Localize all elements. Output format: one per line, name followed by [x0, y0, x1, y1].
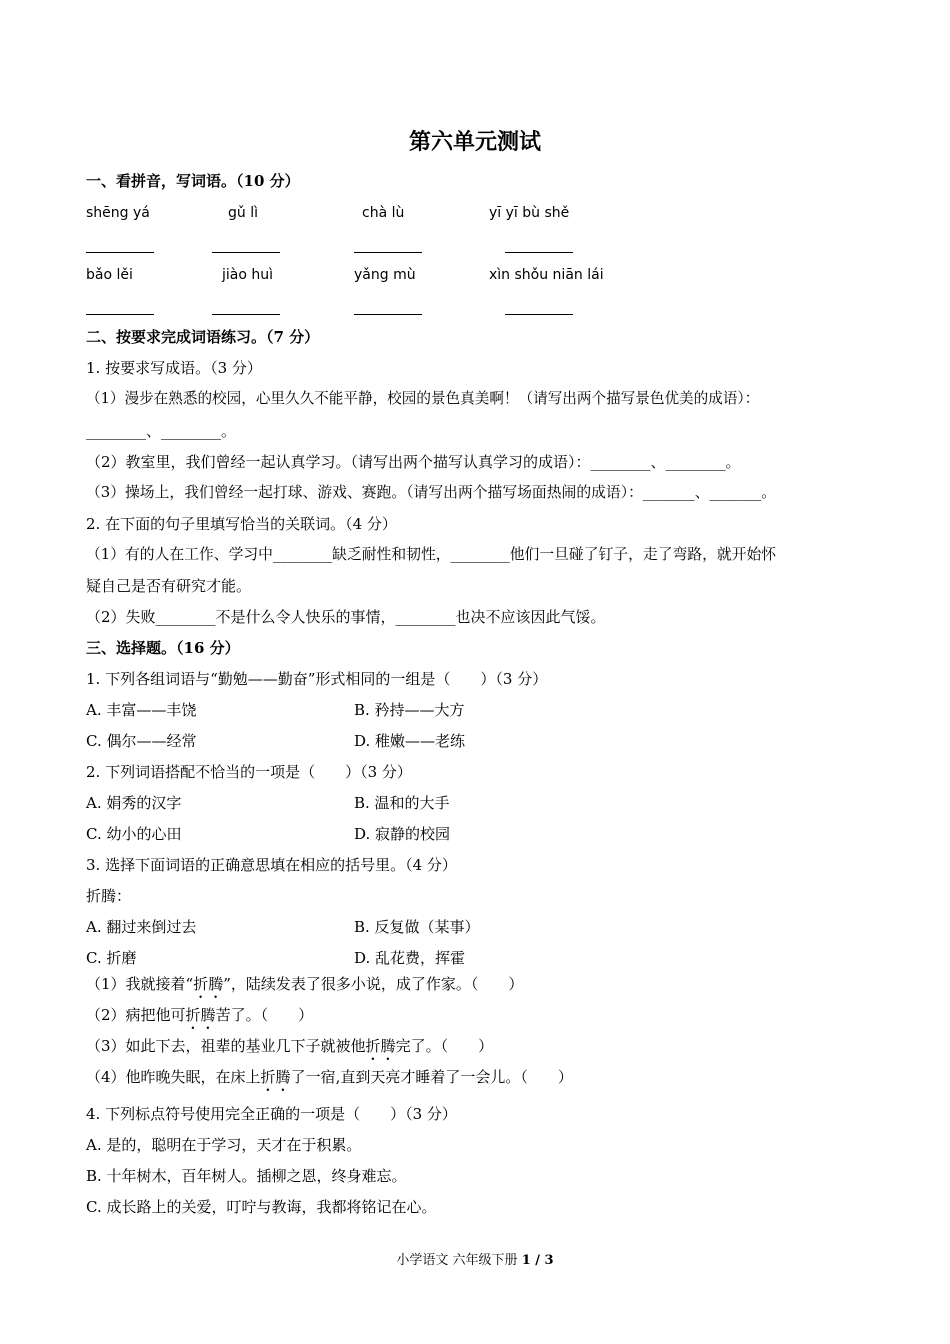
option-d: D. 稚嫩——老练: [354, 732, 466, 750]
answer-blank-2[interactable]: [212, 252, 280, 253]
question-word: 折腾：: [86, 887, 132, 905]
option-b: B. 反复做（某事）: [354, 918, 480, 936]
question-text: 2. 下列词语搭配不恰当的一项是（ ）（3 分）: [86, 763, 412, 781]
sentence-text: （4）他昨晚失眠，在床上: [86, 1068, 261, 1086]
pinyin-1: shēng yá: [86, 205, 150, 221]
answer-blank-6[interactable]: [212, 314, 280, 315]
page-footer: [0, 1249, 950, 1268]
question-text: （3）操场上，我们曾经一起打球、游戏、赛跑。（请写出两个描写场面热闹的成语）：_______、_______。: [86, 484, 777, 501]
page-title: 第六单元测试: [408, 129, 541, 155]
option-c: C. 幼小的心田: [86, 825, 182, 843]
option-b: B. 十年树木，百年树人。插柳之恩，终身难忘。: [86, 1167, 407, 1185]
pinyin-7: yǎng mù: [354, 267, 416, 283]
pinyin-6: jiào huì: [222, 267, 274, 283]
option-c: C. 成长路上的关爱，叮咛与教诲，我都将铭记在心。: [86, 1198, 437, 1216]
question-text: （2）教室里，我们曾经一起认真学习。（请写出两个描写认真学习的成语）：________、________。: [86, 453, 741, 471]
option-a: A. 是的，聪明在于学习，天才在于积累。: [86, 1136, 362, 1154]
option-a: A. 丰富——丰饶: [86, 701, 197, 719]
pinyin-5: bǎo lěi: [86, 267, 133, 283]
sentence-text: ”，陆续发表了很多小说，成了作家。（ ）: [223, 975, 524, 993]
question-text: （1）漫步在熟悉的校园，心里久久不能平静，校园的景色真美啊！（请写出两个描写景色优美的成语）：: [86, 390, 760, 407]
question-text: ________、________。: [86, 422, 237, 440]
sentence-text: （2）病把他可: [86, 1006, 186, 1024]
answer-blank-1[interactable]: [86, 252, 154, 253]
sentence-text: （1）我就接着“: [86, 975, 194, 993]
pinyin-8: xìn shǒu niān lái: [489, 267, 604, 283]
option-b: B. 温和的大手: [354, 794, 450, 812]
answer-blank-3[interactable]: [354, 252, 422, 253]
emphasized-word: 折腾: [185, 1006, 216, 1024]
question-text: （2）失败________不是什么令人快乐的事情，________也决不应该因此气馁。: [86, 608, 606, 626]
sentence-text: （3）如此下去，祖辈的基业几下子就被他: [86, 1037, 366, 1055]
emphasized-word: 折腾: [193, 975, 224, 993]
section-3-heading: 三、选择题。（16 分）: [86, 639, 240, 657]
question-text: 4. 下列标点符号使用完全正确的一项是（ ）（3 分）: [86, 1105, 457, 1123]
sentence-3: [86, 1036, 493, 1064]
question-text: 疑自己是否有研究才能。: [86, 577, 252, 595]
option-d: D. 寂静的校园: [354, 825, 451, 843]
sentence-text: 完了。（ ）: [395, 1037, 494, 1055]
option-c: C. 折磨: [86, 949, 137, 967]
pinyin-3: chà lù: [362, 205, 405, 221]
question-text: 2. 在下面的句子里填写恰当的关联词。（4 分）: [86, 515, 397, 533]
section-1-heading: 一、看拼音，写词语。（10 分）: [86, 172, 300, 190]
option-d: D. 乱花费，挥霍: [354, 949, 466, 967]
sentence-2: [86, 1005, 313, 1033]
option-c: C. 偶尔——经常: [86, 732, 197, 750]
answer-blank-4[interactable]: [505, 252, 573, 253]
sentence-4: [86, 1067, 573, 1095]
question-text: 1. 按要求写成语。（3 分）: [86, 359, 262, 377]
page-number: 1 / 3: [521, 1253, 554, 1268]
answer-blank-8[interactable]: [505, 314, 573, 315]
sentence-1: [86, 974, 523, 1002]
option-b: B. 矜持——大方: [354, 701, 465, 719]
emphasized-word: 折腾: [365, 1037, 396, 1055]
question-text: 1. 下列各组词语与“勤勉——勤奋”形式相同的一组是（ ）（3 分）: [86, 670, 548, 688]
option-a: A. 娟秀的汉字: [86, 794, 182, 812]
option-a: A. 翻过来倒过去: [86, 918, 197, 936]
section-2-heading: 二、按要求完成词语练习。（7 分）: [86, 328, 320, 346]
answer-blank-7[interactable]: [354, 314, 422, 315]
sentence-text: 苦了。（ ）: [215, 1006, 314, 1024]
footer-text: 小学语文 六年级下册: [396, 1253, 522, 1268]
question-text: （1）有的人在工作、学习中________缺乏耐性和韧性，________他们一旦碰了钉子，走了弯路，就开始怀: [86, 546, 777, 563]
answer-blank-5[interactable]: [86, 314, 154, 315]
question-text: 3. 选择下面词语的正确意思填在相应的括号里。（4 分）: [86, 856, 457, 874]
pinyin-2: gǔ lì: [228, 205, 258, 221]
pinyin-4: yī yī bù shě: [489, 205, 570, 221]
sentence-text: 了一宿,直到天亮才睡着了一会儿。（ ）: [290, 1068, 573, 1086]
emphasized-word: 折腾: [260, 1068, 291, 1086]
